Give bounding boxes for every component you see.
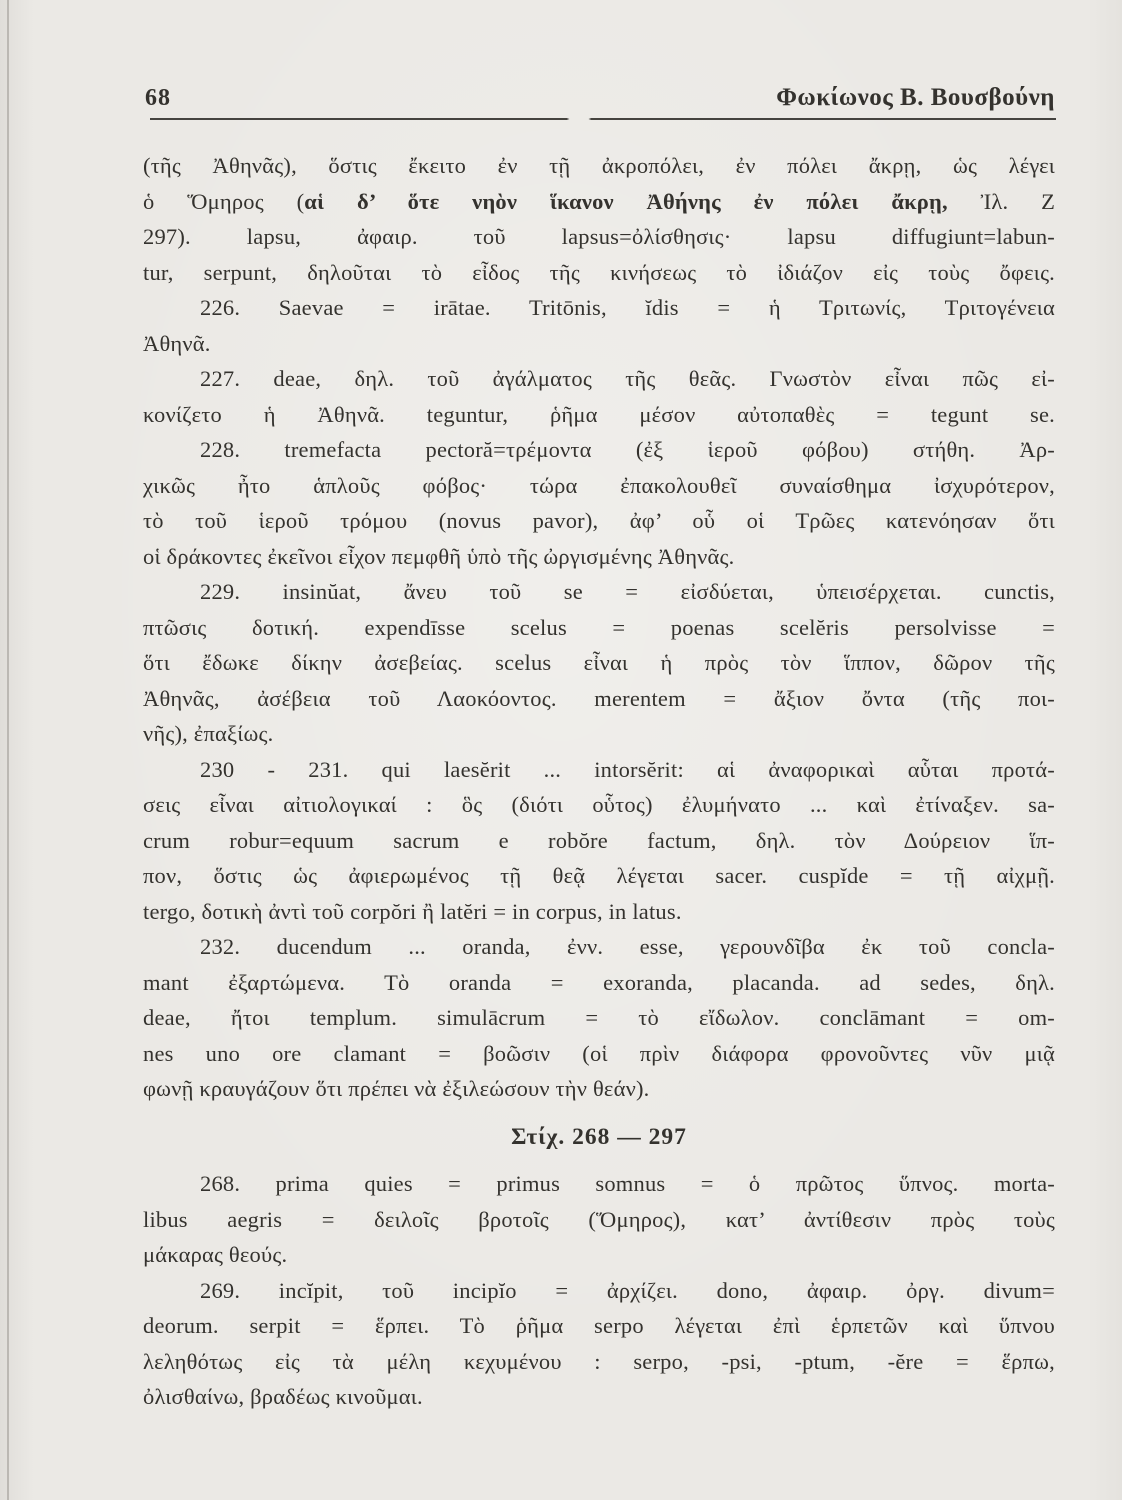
text-segment: ὀλισθαίνω, βραδέως κινοῦμαι. bbox=[143, 1384, 423, 1409]
text-line bbox=[143, 716, 1055, 752]
text-segment: 268. prima quies = primus somnus = ὁ πρῶτος ὕπνος. morta- bbox=[200, 1171, 1055, 1196]
text-segment: πτῶσις δοτική. expendīsse scelus = poenas scelĕris persolvisse = bbox=[143, 614, 1055, 640]
text-line bbox=[143, 397, 1055, 433]
text-line bbox=[143, 965, 1055, 1001]
text-segment: 232. ducendum ... oranda, ἐνν. esse, γερουνδῖβα ἐκ τοῦ concla- bbox=[200, 934, 1055, 959]
text-line bbox=[143, 894, 1055, 930]
text-line bbox=[143, 432, 1055, 468]
text-line bbox=[143, 645, 1055, 681]
text-segment: 229. insinŭat, ἄνευ τοῦ se = εἰσδύεται, ὑπεισέρχεται. cunctis, bbox=[200, 579, 1055, 604]
text-segment: μάκαρας θεούς. bbox=[143, 1242, 288, 1267]
text-segment: deorum. serpit = ἕρπει. Τὸ ῥῆμα serpo λέγεται ἐπὶ ἑρπετῶν καὶ ὕπνου bbox=[143, 1313, 1055, 1338]
text-segment: κονίζετο ἡ Ἀθηνᾶ. teguntur, ῥῆμα μέσον αὐτοπαθὲς = tegunt se. bbox=[143, 401, 1055, 427]
page-number: 68 bbox=[145, 85, 171, 111]
text-segment: 227. deae, δηλ. τοῦ ἀγάλματος τῆς θεᾶς. Γνωστὸν εἶναι πῶς εἰ- bbox=[200, 366, 1055, 391]
text-segment: ὁ Ὅμηρος ( bbox=[143, 188, 305, 214]
text-segment: σεις εἶναι αἰτιολογικαί : ὃς (διότι οὗτος) ἐλυμήνατο ... καὶ ἐτίναξεν. sa- bbox=[143, 792, 1055, 817]
running-header: Φωκίωνος Β. Βουσβούνη bbox=[776, 84, 1055, 111]
text-segment: 269. incĭpit, τοῦ incipĭo = ἀρχίζει. dono, ἀφαιρ. ὀργ. divum= bbox=[200, 1277, 1055, 1303]
text-line bbox=[143, 1237, 1055, 1273]
text-segment: νῆς), ἐπαξίως. bbox=[143, 721, 274, 746]
text-line bbox=[143, 361, 1055, 397]
text-segment: 230 - 231. qui laesĕrit ... intorsĕrit: αἱ ἀναφορικαὶ αὗται προτά- bbox=[200, 756, 1055, 782]
text-segment: tur, serpunt, δηλοῦται τὸ εἶδος τῆς κινήσεως τὸ ἰδιάζον εἰς τοὺς ὄφεις. bbox=[143, 259, 1055, 285]
text-line bbox=[143, 1000, 1055, 1036]
text-line bbox=[143, 858, 1055, 894]
scan-gutter-line bbox=[7, 0, 9, 1500]
header-rule bbox=[150, 118, 1056, 120]
text-segment: πον, ὅστις ὡς ἀφιερωμένος τῇ θεᾷ λέγεται sacer. cuspĭde = τῇ αἰχμῇ. bbox=[143, 863, 1055, 888]
text-line bbox=[143, 787, 1055, 823]
text-segment: 228. tremefacta pectoră=τρέμοντα (ἐξ ἱεροῦ φόβου) στήθη. Ἀρ- bbox=[200, 437, 1055, 462]
text-segment: Ἀθηνᾶ. bbox=[143, 330, 211, 356]
text-segment: Ἰλ. Ζ bbox=[947, 188, 1056, 214]
page-header bbox=[145, 84, 1055, 112]
text-line bbox=[143, 1202, 1055, 1238]
text-line bbox=[143, 503, 1055, 539]
text-line bbox=[143, 219, 1055, 255]
text-line bbox=[143, 326, 1055, 362]
text-line bbox=[143, 148, 1055, 184]
text-line bbox=[143, 1273, 1055, 1309]
text-line bbox=[143, 1344, 1055, 1380]
bold-text-segment: αἱ δ’ ὅτε νηὸν ἵκανον Ἀθήνης ἐν πόλει ἄκρῃ, bbox=[304, 188, 948, 214]
text-segment: χικῶς ἦτο ἁπλοῦς φόβος· τώρα ἐπακολουθεῖ συναίσθημα ἰσχυρότερον, bbox=[143, 472, 1055, 498]
text-segment: (τῆς Ἀθηνᾶς), ὅστις ἔκειτο ἐν τῇ ἀκροπόλει, ἐν πόλει ἄκρῃ, ὡς λέγει bbox=[143, 153, 1055, 178]
text-line bbox=[143, 184, 1055, 220]
text-line bbox=[143, 752, 1055, 788]
section-heading: Στίχ. 268 — 297 bbox=[511, 1123, 687, 1150]
text-segment: λεληθότως εἰς τὰ μέλη κεχυμένου : serpo, -psi, -ptum, -ĕre = ἕρπω, bbox=[143, 1348, 1055, 1374]
text-line bbox=[143, 1071, 1055, 1107]
text-line bbox=[143, 574, 1055, 610]
text-segment: Ἀθηνᾶς, ἀσέβεια τοῦ Λαοκόοντος. merentem = ἄξιον ὄντα (τῆς ποι- bbox=[143, 685, 1055, 711]
text-segment: 297). lapsu, ἀφαιρ. τοῦ lapsus=ὀλίσθησις· lapsu diffugiunt=labun- bbox=[143, 224, 1055, 249]
body-text bbox=[143, 148, 1055, 1415]
text-segment: ὅτι ἔδωκε δίκην ἀσεβείας. scelus εἶναι ἡ πρὸς τὸν ἵππον, δῶρον τῆς bbox=[143, 650, 1055, 675]
text-line bbox=[143, 929, 1055, 965]
text-line bbox=[143, 1308, 1055, 1344]
text-segment: deae, ἤτοι templum. simulācrum = τὸ εἴδωλον. conclāmant = om- bbox=[143, 1005, 1055, 1030]
text-line bbox=[143, 290, 1055, 326]
text-segment: φωνῇ κραυγάζουν ὅτι πρέπει νὰ ἐξιλεώσουν τὴν θεάν). bbox=[143, 1076, 650, 1101]
text-segment: 226. Saevae = irātae. Tritōnis, ĭdis = ἡ Τριτωνίς, Τριτογένεια bbox=[200, 295, 1055, 320]
text-line bbox=[143, 468, 1055, 504]
text-segment: crum robur=equum sacrum e robŏre factum, δηλ. τὸν Δούρειον ἵπ- bbox=[143, 827, 1055, 853]
text-segment: τὸ τοῦ ἱεροῦ τρόμου (novus pavor), ἀφ’ οὗ οἱ Τρῶες κατενόησαν ὅτι bbox=[143, 508, 1055, 533]
text-segment: nes uno ore clamant = βοῶσιν (οἱ πρὶν διάφορα φρονοῦντες νῦν μιᾷ bbox=[143, 1040, 1055, 1066]
text-segment: tergo, δοτικὴ ἀντὶ τοῦ corpŏri ἢ latĕri = in corpus, in latus. bbox=[143, 898, 682, 924]
text-line bbox=[143, 681, 1055, 717]
text-line bbox=[143, 1379, 1055, 1415]
text-line bbox=[143, 539, 1055, 575]
text-line bbox=[143, 1036, 1055, 1072]
text-line bbox=[143, 255, 1055, 291]
text-line bbox=[143, 823, 1055, 859]
text-line bbox=[143, 1166, 1055, 1202]
text-segment: οἱ δράκοντες ἐκεῖνοι εἶχον πεμφθῆ ὑπὸ τῆς ὠργισμένης Ἀθηνᾶς. bbox=[143, 543, 735, 569]
text-segment: libus aegris = δειλοῖς βροτοῖς (Ὅμηρος), κατ’ ἀντίθεσιν πρὸς τοὺς bbox=[143, 1206, 1055, 1232]
text-line bbox=[143, 610, 1055, 646]
text-segment: mant ἐξαρτώμενα. Τὸ oranda = exoranda, placanda. ad sedes, δηλ. bbox=[143, 969, 1055, 995]
